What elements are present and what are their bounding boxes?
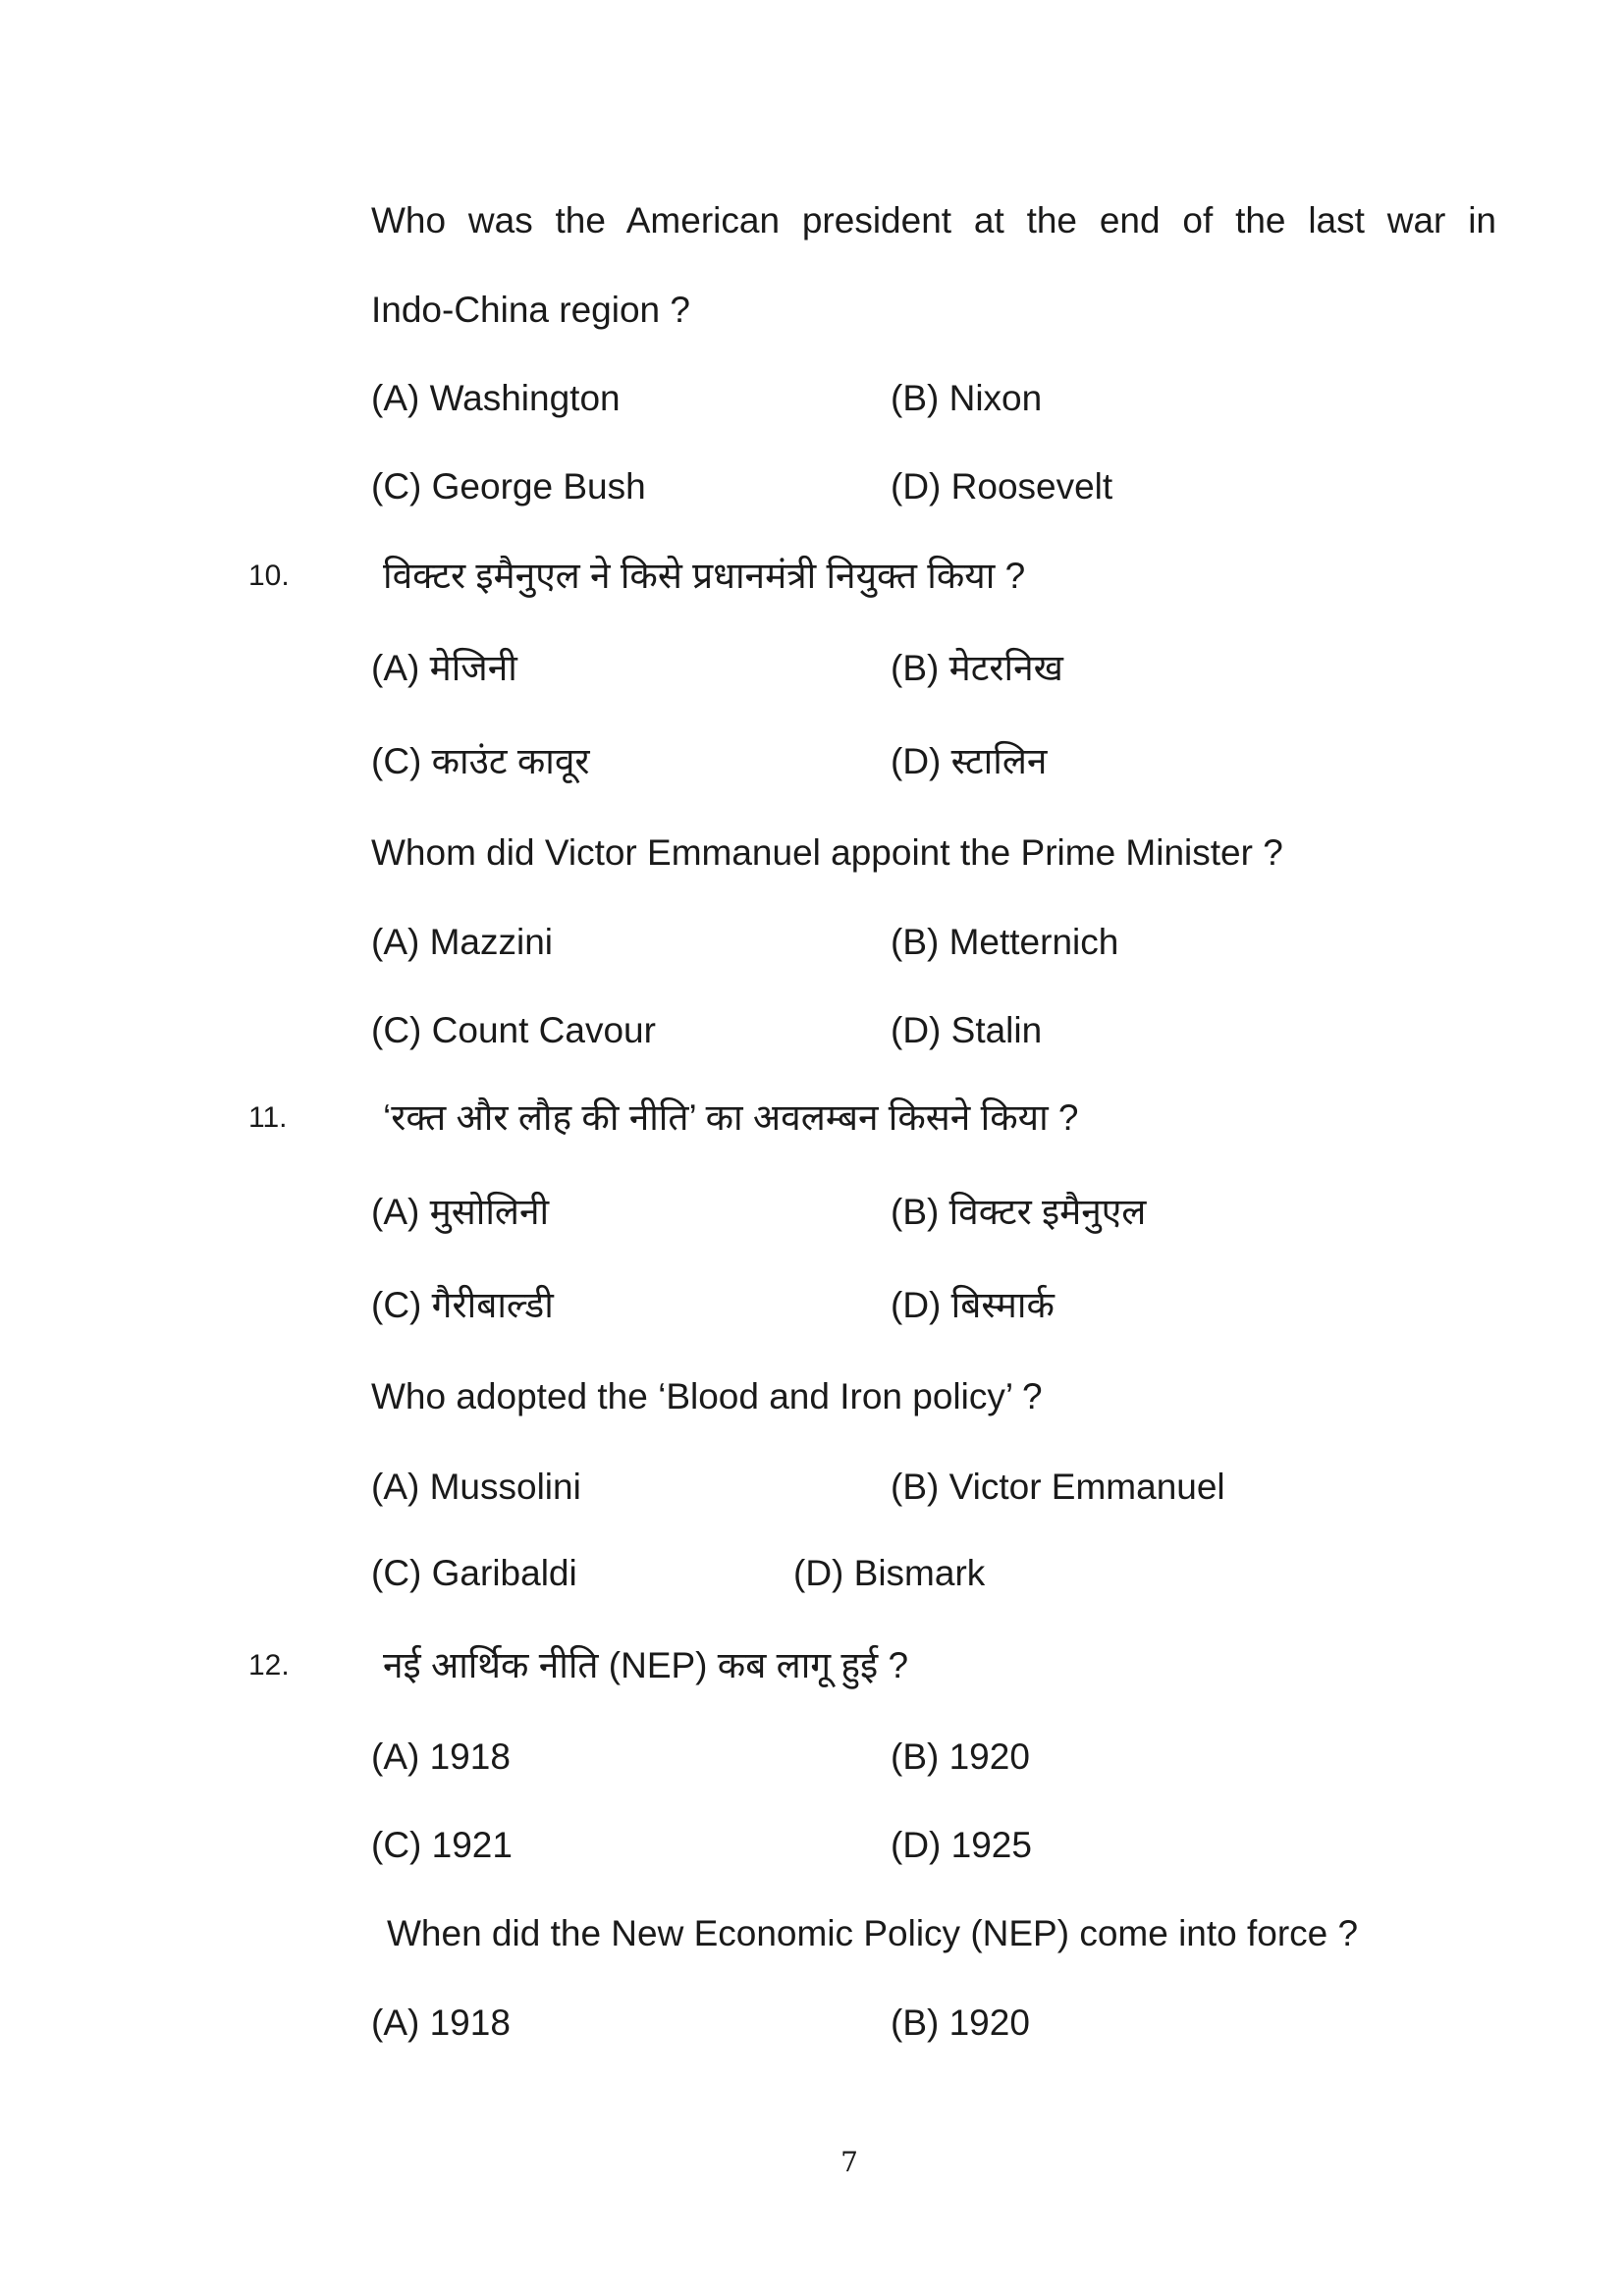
q12-hindi-option-d: (D) 1925 [891,1825,1032,1865]
page-number: 7 [840,2146,858,2178]
q12-hindi-option-b: (B) 1920 [891,1736,1030,1777]
q11-hindi-option-a: (A) मुसोलिनी [371,1192,550,1232]
q9-option-b: (B) Nixon [891,378,1043,418]
q10-hindi-option-b: (B) मेटरनिख [891,648,1063,688]
q10-option-c: (C) Count Cavour [371,1010,656,1050]
q10-hindi-question: विक्टर इमैनुएल ने किसे प्रधानमंत्री नियुक्त किया ? [383,556,1026,596]
q11-number: 11. [248,1101,288,1134]
q11-english-question: Who adopted the ‘Blood and Iron policy’ ? [371,1376,1043,1416]
q11-option-a: (A) Mussolini [371,1467,581,1507]
q10-option-d: (D) Stalin [891,1010,1043,1050]
q12-hindi-question: नई आर्थिक नीति (NEP) कब लागू हुई ? [383,1645,909,1685]
q12-option-a: (A) 1918 [371,2002,511,2043]
q10-number: 10. [248,560,290,592]
q12-number: 12. [248,1649,290,1682]
q11-hindi-option-c: (C) गैरीबाल्डी [371,1285,554,1325]
q9-option-d: (D) Roosevelt [891,466,1113,507]
q10-option-a: (A) Mazzini [371,922,554,962]
q9-option-c: (C) George Bush [371,466,646,507]
q10-option-b: (B) Metternich [891,922,1119,962]
q12-hindi-option-a: (A) 1918 [371,1736,511,1777]
q11-option-c: (C) Garibaldi [371,1553,577,1593]
q12-english-question: When did the New Economic Policy (NEP) come into force ? [387,1913,1359,1953]
q10-hindi-option-a: (A) मेजिनी [371,648,517,688]
q11-hindi-option-d: (D) बिस्मार्क [891,1285,1055,1325]
q11-option-d: (D) Bismark [793,1553,986,1593]
q11-hindi-question: ‘रक्त और लौह की नीति’ का अवलम्बन किसने किया ? [383,1097,1079,1138]
q9-option-a: (A) Washington [371,378,621,418]
q12-hindi-option-c: (C) 1921 [371,1825,513,1865]
q10-english-question: Whom did Victor Emmanuel appoint the Prime Minister ? [371,832,1283,873]
q10-hindi-option-c: (C) काउंट कावूर [371,741,590,781]
q12-option-b: (B) 1920 [891,2002,1030,2043]
q9-english-line1: Who was the American president at the end of the last war in [371,200,1496,240]
q11-hindi-option-b: (B) विक्टर इमैनुएल [891,1192,1147,1232]
q11-option-b: (B) Victor Emmanuel [891,1467,1225,1507]
q10-hindi-option-d: (D) स्टालिन [891,741,1048,781]
q9-english-line2: Indo-China region ? [371,290,690,330]
